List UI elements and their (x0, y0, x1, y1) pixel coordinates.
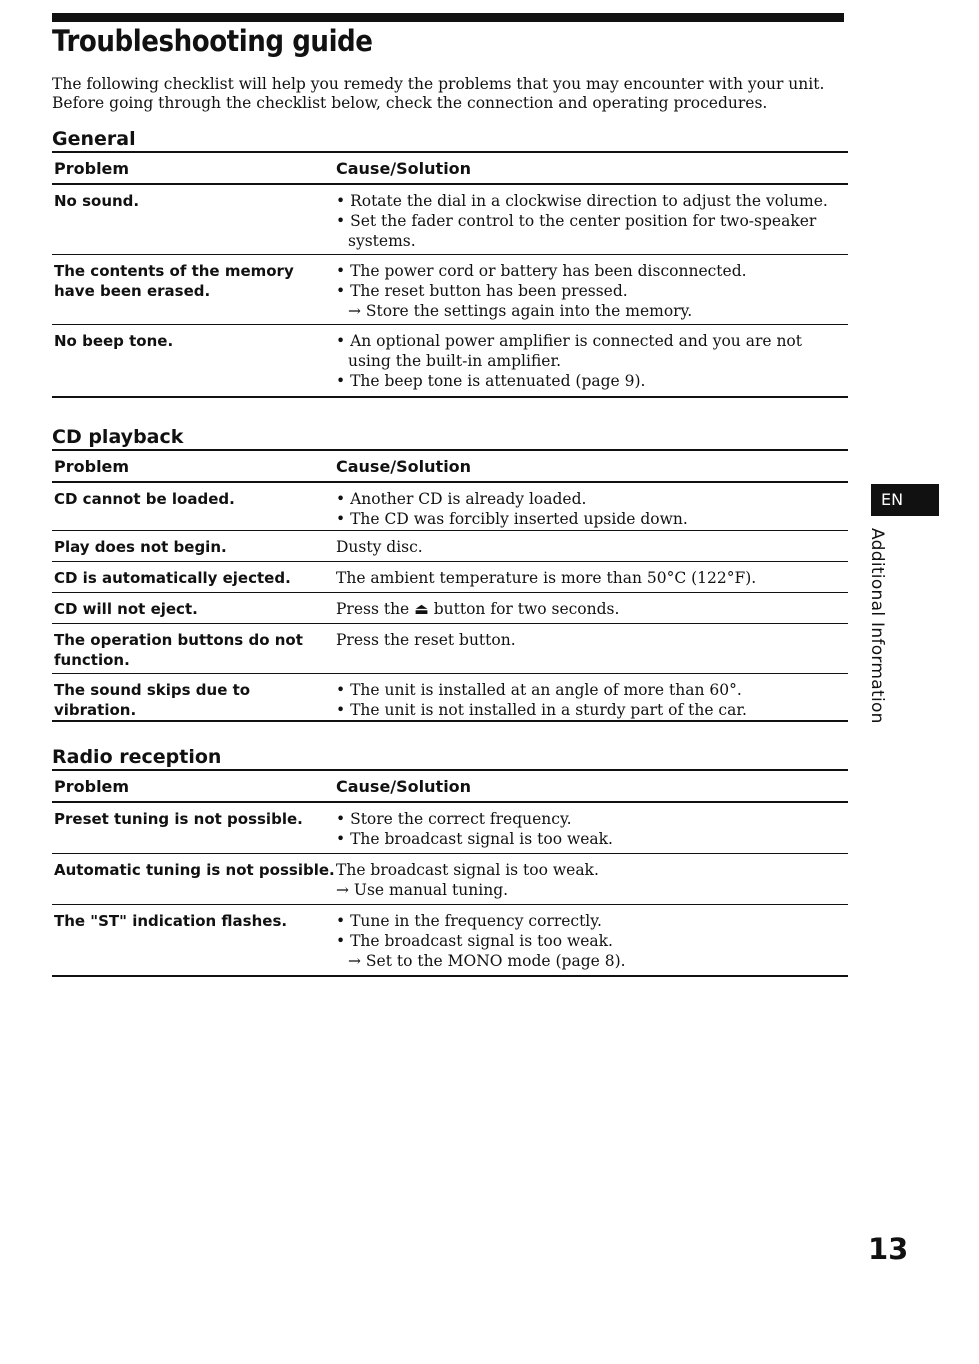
table-row (52, 593, 848, 624)
solution-column-header: Cause/Solution (336, 456, 472, 476)
solution-line: • Set the fader control to the center position for two-speaker (336, 212, 817, 230)
table-row (52, 185, 848, 255)
section-title: Radio reception (52, 746, 222, 768)
problem-cell: Play does not begin. (54, 538, 227, 556)
problem-cell: The "ST" indication flashes. (54, 912, 288, 930)
solution-line: • Another CD is already loaded. (336, 490, 587, 508)
solution-cell (336, 261, 848, 324)
solution-line: • The broadcast signal is too weak. (336, 830, 613, 848)
solution-line: → Set to the MONO mode (page 8). (348, 952, 626, 970)
solution-line: Press the ⏏ button for two seconds. (336, 600, 620, 618)
solution-column-header: Cause/Solution (336, 776, 472, 796)
table-row (52, 905, 848, 977)
problem-cell: No beep tone. (54, 332, 174, 350)
section-title: General (52, 128, 136, 150)
solution-line: • The broadcast signal is too weak. (336, 932, 613, 950)
table-row (52, 624, 848, 674)
solution-line: • The unit is installed at an angle of more than 60°. (336, 681, 742, 699)
intro-text (52, 75, 852, 113)
solution-cell (336, 680, 848, 720)
table-row (52, 854, 848, 905)
language-tab: EN (871, 484, 939, 516)
solution-line: • The reset button has been pressed. (336, 282, 628, 300)
solution-line: • An optional power amplifier is connected and you are not (336, 332, 802, 350)
solution-cell (336, 911, 848, 975)
solution-line: • Rotate the dial in a clockwise direction to adjust the volume. (336, 192, 828, 210)
solution-line: Dusty disc. (336, 538, 423, 556)
problem-cell: No sound. (54, 192, 140, 210)
solution-cell (336, 809, 848, 853)
solution-cell (336, 331, 848, 396)
problem-cell: Automatic tuning is not possible. (54, 861, 335, 879)
intro-line: The following checklist will help you remedy the problems that you may encounter with your unit. (52, 75, 825, 93)
page-title: Troubleshooting guide (52, 24, 373, 58)
solution-line: using the built-in amplifier. (348, 352, 562, 370)
table-header (52, 449, 848, 483)
solution-column-header: Cause/Solution (336, 158, 472, 178)
table-row (52, 325, 848, 398)
solution-line: systems. (348, 232, 416, 250)
problem-cell: Preset tuning is not possible. (54, 810, 303, 828)
solution-cell (336, 191, 848, 254)
solution-cell (336, 568, 848, 592)
section-radio-reception (52, 745, 848, 977)
section-general (52, 127, 848, 398)
problem-cell: The contents of the memory have been erased. (54, 262, 294, 300)
page-number: 13 (868, 1232, 909, 1266)
problem-cell: CD is automatically ejected. (54, 569, 291, 587)
solution-line: • The power cord or battery has been disconnected. (336, 262, 747, 280)
problem-cell: The operation buttons do not function. (54, 631, 303, 669)
table-header (52, 151, 848, 185)
section-title: CD playback (52, 426, 184, 448)
solution-line: • Store the correct frequency. (336, 810, 572, 828)
solution-cell (336, 630, 848, 673)
solution-cell (336, 537, 848, 561)
problem-column-header: Problem (54, 456, 130, 476)
problem-cell: CD cannot be loaded. (54, 490, 235, 508)
solution-line: The broadcast signal is too weak. (336, 861, 599, 879)
table-row (52, 562, 848, 593)
solution-line: → Use manual tuning. (336, 881, 509, 899)
intro-line: Before going through the checklist below, check the connection and operating procedures. (52, 94, 768, 112)
solution-cell (336, 489, 848, 530)
solution-cell (336, 599, 848, 623)
problem-column-header: Problem (54, 158, 130, 178)
problem-cell: CD will not eject. (54, 600, 198, 618)
solution-line: → Store the settings again into the memory. (348, 302, 693, 320)
solution-line: • The beep tone is attenuated (page 9). (336, 372, 646, 390)
table-row (52, 803, 848, 854)
problem-column-header: Problem (54, 776, 130, 796)
table-row (52, 531, 848, 562)
solution-line: • Tune in the frequency correctly. (336, 912, 602, 930)
section-cd-playback (52, 425, 848, 722)
section-side-label: Additional Information (867, 528, 887, 724)
problem-cell: The sound skips due to vibration. (54, 681, 251, 719)
solution-line: • The unit is not installed in a sturdy part of the car. (336, 701, 747, 719)
solution-cell (336, 860, 848, 904)
solution-line: Press the reset button. (336, 631, 516, 649)
table-row (52, 674, 848, 722)
top-rule (52, 13, 844, 22)
table-row (52, 483, 848, 531)
solution-line: • The CD was forcibly inserted upside down. (336, 510, 688, 528)
table-header (52, 769, 848, 803)
table-row (52, 255, 848, 325)
solution-line: The ambient temperature is more than 50°C (122°F). (336, 569, 757, 587)
